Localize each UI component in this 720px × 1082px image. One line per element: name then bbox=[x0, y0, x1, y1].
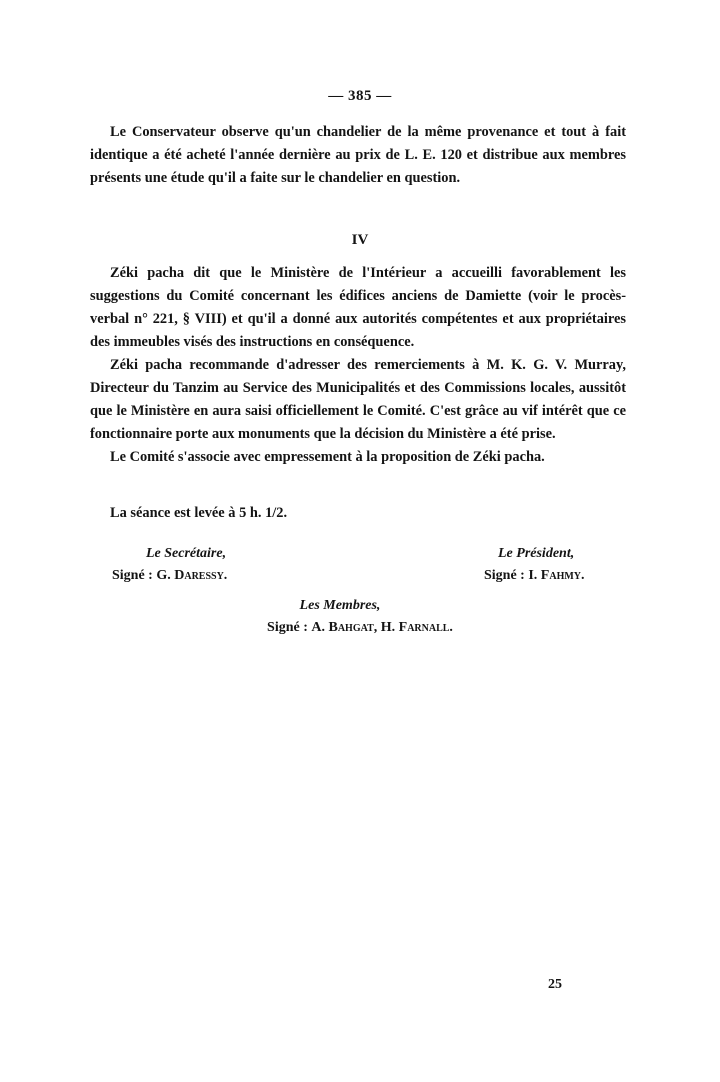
printer-signature-mark: 25 bbox=[548, 977, 562, 992]
closing-line: La séance est levée à 5 h. 1/2. bbox=[110, 505, 288, 521]
paragraph-comite-associe: Le Comité s'associe avec empressement à la proposition de Zéki pacha. bbox=[110, 449, 545, 465]
secretary-role: Le Secrétaire, bbox=[146, 546, 227, 561]
paragraph-conservateur: Le Conservateur observe qu'un chandelier de la même provenance et tout à fait identique a été acheté l'année dernière au prix de L. E. 120 et distribue aux membres présents une étude qu'il a faite sur le chandelier en question. bbox=[90, 124, 626, 186]
members-signed-line bbox=[0, 617, 720, 639]
president-signed-line bbox=[484, 565, 585, 587]
paragraph-ministere-interieur: Zéki pacha dit que le Ministère de l'Intérieur a accueilli favorablement les suggestions du Comité concernant les édifices anciens de Damiette (voir le procès-verbal n° 221, § VIII) et qu'il a donné aux autorités compétentes et aux propriétaires des immeubles visés des instructions en conséquence. bbox=[90, 265, 626, 350]
president-role: Le Président, bbox=[498, 546, 575, 561]
secretary-signed-prefix: Signé : bbox=[112, 568, 157, 583]
president-name: I. Fahmy. bbox=[528, 568, 585, 583]
paragraph-block-conservateur bbox=[90, 121, 626, 190]
signature-president bbox=[484, 543, 585, 587]
signature-secretary bbox=[112, 543, 227, 587]
page-number: — 385 — bbox=[328, 88, 392, 104]
section-heading-iv: IV bbox=[351, 232, 369, 248]
president-signed-prefix: Signé : bbox=[484, 568, 529, 583]
members-signed-prefix: Signé : bbox=[267, 620, 312, 635]
members-role: Les Membres, bbox=[299, 598, 381, 613]
signature-members bbox=[0, 595, 720, 639]
secretary-name: G. Daressy. bbox=[156, 568, 228, 583]
closing-block bbox=[90, 502, 626, 525]
secretary-signed-line bbox=[112, 565, 227, 587]
members-names: A. Bahgat, H. Farnall. bbox=[311, 620, 453, 635]
paragraph-block-section-iv bbox=[90, 262, 626, 469]
paragraph-remerciements: Zéki pacha recommande d'adresser des remerciements à M. K. G. V. Murray, Directeur du Tanzim au Service des Municipalités et des Commissions locales, aussitôt que le Ministère en aura saisi officiellement le Comité. C'est grâce au vif intérêt que ce fonctionnaire porte aux monuments que la décision du Ministère a été prise. bbox=[90, 357, 626, 442]
